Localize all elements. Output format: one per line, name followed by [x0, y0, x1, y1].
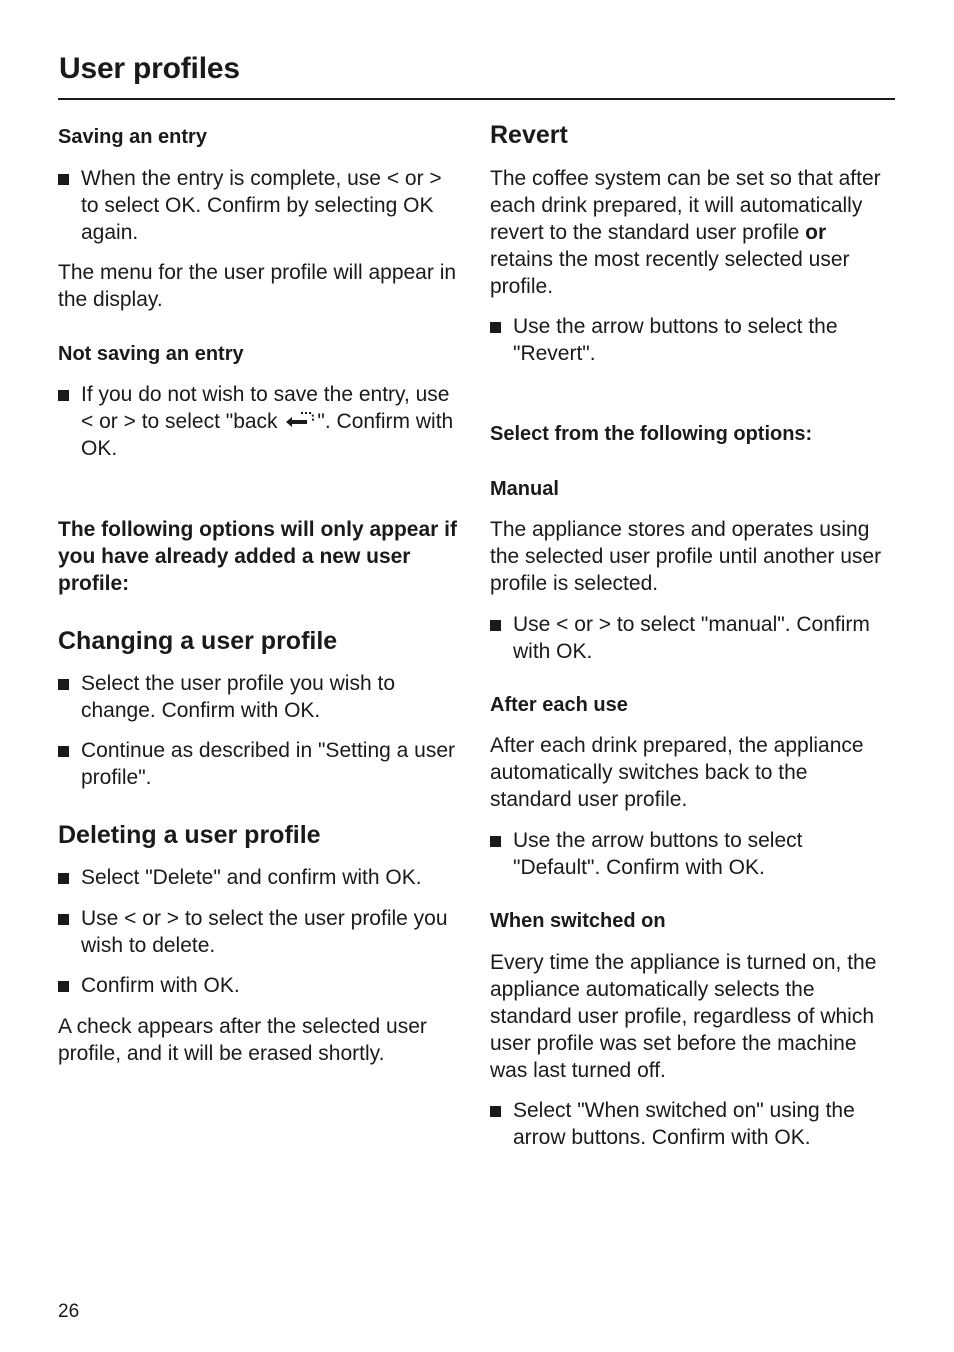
manual-bullet: [490, 611, 895, 665]
bullet-square-icon: [58, 679, 69, 690]
bullet-square-icon: [58, 981, 69, 992]
changing-profile-bullet: [58, 737, 458, 791]
not-saving-entry-bullet: [58, 381, 458, 462]
saving-entry-heading: Saving an entry: [58, 126, 207, 148]
page-number: 26: [58, 1301, 80, 1322]
bullet-text: Use < or > to select the user profile you wish to delete.: [81, 907, 448, 957]
title-divider: [58, 98, 895, 100]
revert-text-end: retains the most recently selected user profile.: [490, 248, 850, 298]
bullet-text: When the entry is complete, use < or > to select OK. Confirm by selecting OK again.: [81, 167, 442, 244]
deleting-profile-bullet: [58, 864, 458, 891]
changing-profile-bullet: [58, 670, 458, 724]
bullet-text: Use < or > to select "manual". Confirm with OK.: [513, 613, 870, 663]
when-switched-on-bullet: [490, 1097, 895, 1151]
revert-text-emphasis: or: [805, 221, 827, 244]
bullet-text: Select the user profile you wish to change. Confirm with OK.: [81, 672, 395, 722]
bullet-square-icon: [58, 914, 69, 925]
saving-entry-bullet: [58, 165, 458, 246]
bullet-square-icon: [490, 1106, 501, 1117]
bullet-square-icon: [58, 390, 69, 401]
revert-heading: Revert: [490, 121, 568, 149]
bullet-square-icon: [58, 746, 69, 757]
back-arrow-icon: [283, 410, 317, 430]
bullet-square-icon: [490, 322, 501, 333]
bullet-square-icon: [490, 836, 501, 847]
bullet-square-icon: [58, 174, 69, 185]
deleting-profile-bullet: [58, 972, 458, 999]
saving-entry-text: The menu for the user profile will appear in the display.: [58, 261, 457, 311]
bullet-text: Select "Delete" and confirm with OK.: [81, 866, 422, 889]
bullet-text-end: ". Confirm with OK.: [81, 410, 454, 460]
deleting-profile-bullet: [58, 905, 458, 959]
manual-text: The appliance stores and operates using the selected user profile until another user profile is selected.: [490, 518, 882, 595]
revert-text-start: The coffee system can be set so that after each drink prepared, it will automatically revert to the standard user profile: [490, 167, 881, 244]
bullet-text: Use the arrow buttons to select "Default". Confirm with OK.: [513, 829, 803, 879]
revert-text: [490, 165, 895, 300]
bullet-square-icon: [58, 873, 69, 884]
when-switched-on-text: Every time the appliance is turned on, the appliance automatically selects the standard user profile, regardless of which user profile was set before the machine was last turned off.: [490, 951, 877, 1082]
after-each-use-bullet: [490, 827, 895, 881]
not-saving-entry-heading: Not saving an entry: [58, 343, 244, 365]
bullet-text-start: If you do not wish to save the entry, use < or > to select "back: [81, 383, 450, 433]
options-notice: The following options will only appear if you have already added a new user profile:: [58, 518, 457, 595]
bullet-text: Confirm with OK.: [81, 974, 240, 997]
deleting-profile-text: A check appears after the selected user profile, and it will be erased shortly.: [58, 1015, 427, 1065]
deleting-profile-heading: Deleting a user profile: [58, 821, 321, 849]
changing-profile-heading: Changing a user profile: [58, 627, 338, 655]
when-switched-on-heading: When switched on: [490, 910, 666, 932]
bullet-text: Use the arrow buttons to select the "Revert".: [513, 315, 838, 365]
revert-bullet: [490, 313, 895, 367]
manual-heading: Manual: [490, 478, 559, 500]
options-heading: Select from the following options:: [490, 423, 813, 445]
bullet-square-icon: [490, 620, 501, 631]
after-each-use-heading: After each use: [490, 694, 628, 716]
bullet-text: Continue as described in "Setting a user profile".: [81, 739, 456, 789]
page-title: User profiles: [59, 52, 240, 85]
bullet-text: Select "When switched on" using the arrow buttons. Confirm with OK.: [513, 1099, 855, 1149]
after-each-use-text: After each drink prepared, the appliance automatically switches back to the standard user profile.: [490, 734, 864, 811]
